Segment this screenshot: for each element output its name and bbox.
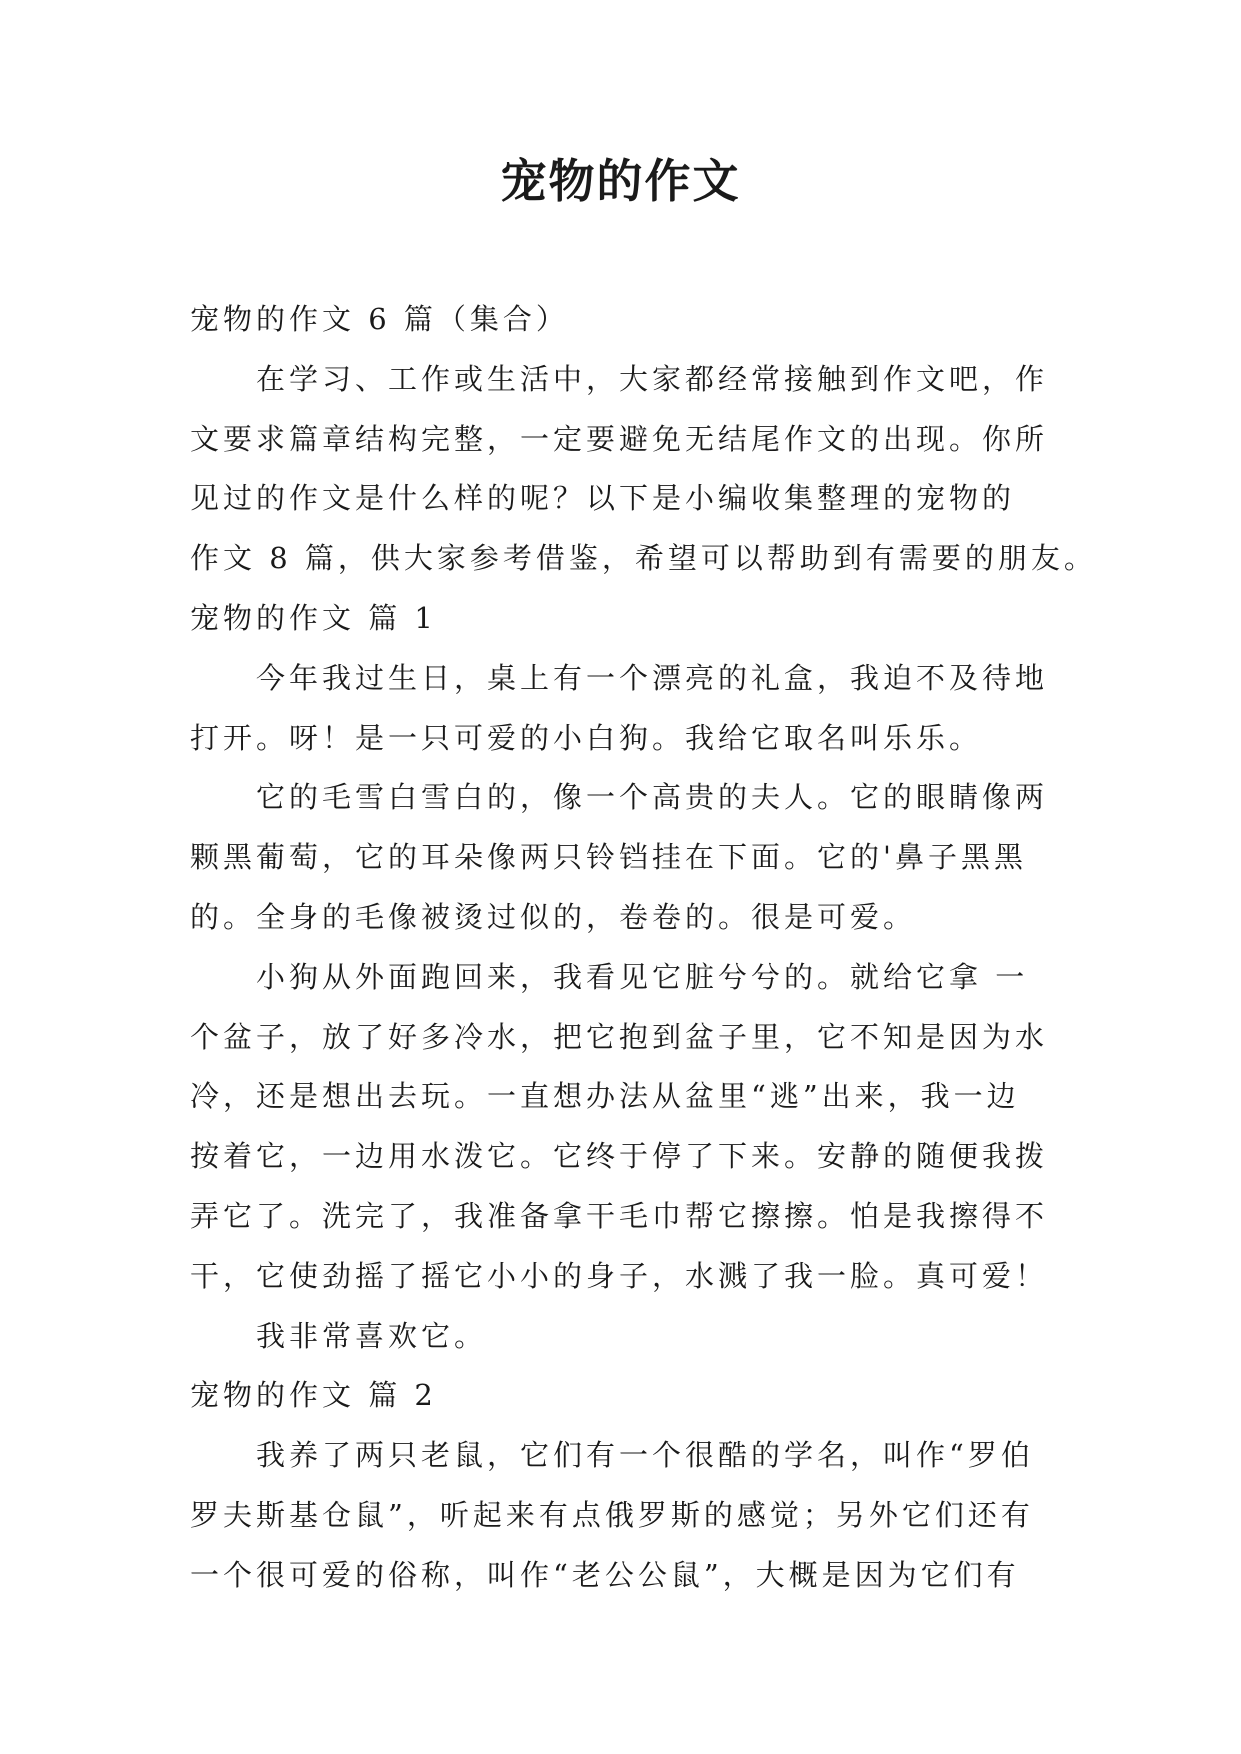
paragraph-line: 按着它，一边用水泼它。它终于停了下来。安静的随便我拨 bbox=[190, 1139, 1049, 1174]
paragraph-line: 一个很可爱的俗称，叫作“老公公鼠”，大概是因为它们有 bbox=[190, 1557, 1020, 1592]
paragraph-line: 小狗从外面跑回来，我看见它脏兮兮的。就给它拿 一 bbox=[256, 959, 1029, 994]
paragraph-line: 罗夫斯基仓鼠”，听起来有点俄罗斯的感觉；另外它们还有 bbox=[190, 1497, 1034, 1532]
paragraph-line: 弄它了。洗完了，我准备拿干毛巾帮它擦擦。怕是我擦得不 bbox=[190, 1198, 1049, 1233]
paragraph-line: 它的毛雪白雪白的，像一个高贵的夫人。它的眼睛像两 bbox=[256, 780, 1049, 815]
paragraph-line: 冷，还是想出去玩。一直想办法从盆里“逃”出来，我一边 bbox=[190, 1079, 1020, 1114]
paragraph-line: 作文 8 篇，供大家参考借鉴，希望可以帮助到有需要的朋友。 bbox=[190, 541, 1097, 576]
paragraph-line: 我非常喜欢它。 bbox=[256, 1318, 488, 1353]
paragraph-line: 我养了两只老鼠，它们有一个很酷的学名，叫作“罗伯 bbox=[256, 1438, 1034, 1473]
paragraph-line: 见过的作文是什么样的呢？以下是小编收集整理的宠物的 bbox=[190, 481, 1016, 516]
paragraph-line: 颗黑葡萄，它的耳朵像两只铃铛挂在下面。它的'鼻子黑黑 bbox=[190, 840, 1027, 875]
paragraph-line: 在学习、工作或生活中，大家都经常接触到作文吧，作 bbox=[256, 361, 1049, 396]
paragraph-line: 干，它使劲摇了摇它小小的身子，水溅了我一脸。真可爱！ bbox=[190, 1258, 1049, 1293]
paragraph-line: 的。全身的毛像被烫过似的，卷卷的。很是可爱。 bbox=[190, 899, 917, 934]
document-body bbox=[190, 290, 1097, 1606]
paragraph-line: 文要求篇章结构完整，一定要避免无结尾作文的出现。你所 bbox=[190, 421, 1049, 456]
paragraph-line: 打开。呀！是一只可爱的小白狗。我给它取名叫乐乐。 bbox=[190, 720, 983, 755]
page-title: 宠物的作文 bbox=[500, 154, 741, 208]
paragraph-line: 今年我过生日，桌上有一个漂亮的礼盒，我迫不及待地 bbox=[256, 660, 1049, 695]
section-heading: 宠物的作文 篇 1 bbox=[190, 600, 437, 635]
section-heading: 宠物的作文 6 篇（集合） bbox=[190, 302, 569, 336]
section-heading: 宠物的作文 篇 2 bbox=[190, 1378, 437, 1413]
paragraph-line: 个盆子，放了好多冷水，把它抱到盆子里，它不知是因为水 bbox=[190, 1019, 1049, 1054]
